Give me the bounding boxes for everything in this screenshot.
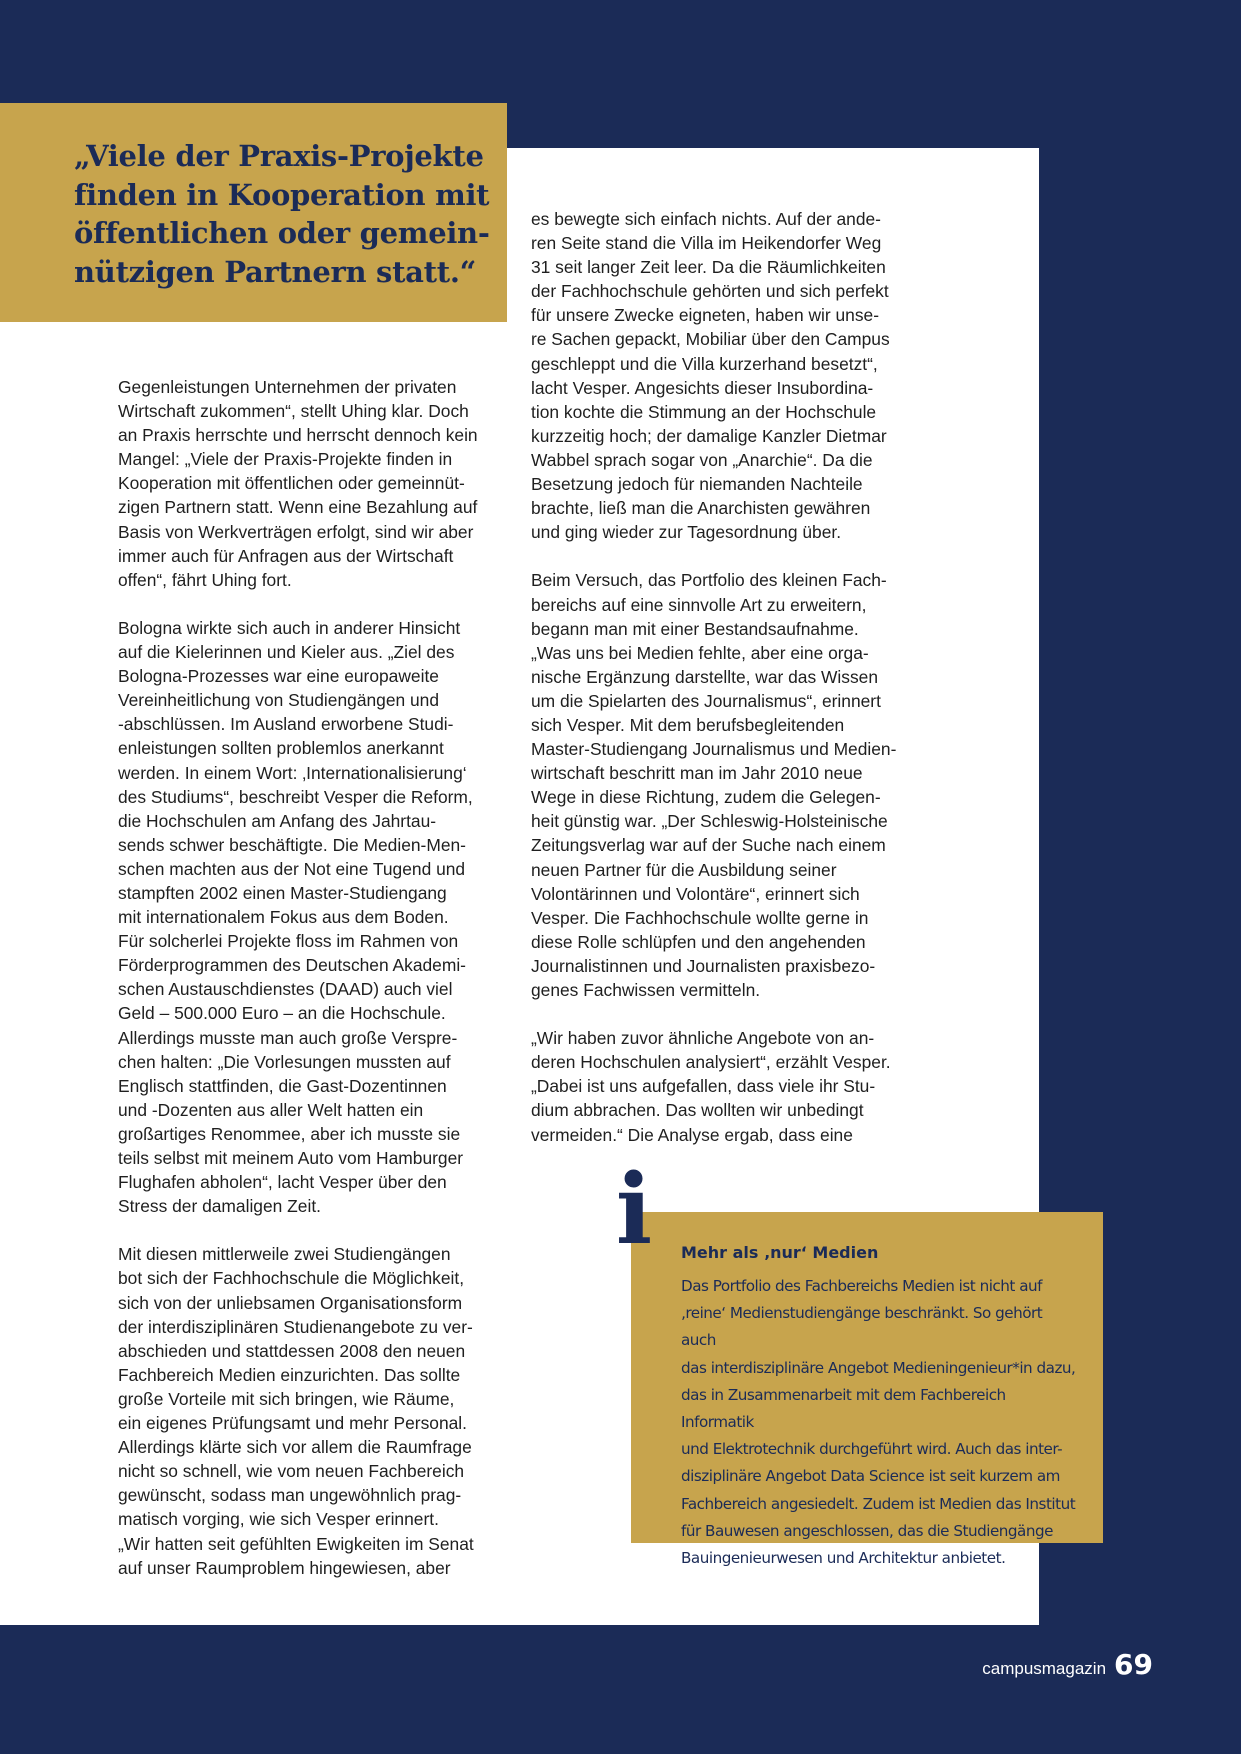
left-paragraph-2: Bologna wirkte sich auch in anderer Hinsicht auf die Kielerinnen und Kieler aus. „Ziel des Bologna-Prozesses war eine europaweite Vereinheitlichung von Studiengängen und -abschlüssen. Im Ausland erworbene Studi- enleistungen sollten problemlos anerkannt werden. In einem Wort: ‚Internationalisierung‘ des Studiums“, beschreibt Vesper die Reform, die Hochschulen am Anfang des Jahrtau- sends schwer beschäftigte. Die Medien-Men- schen machten aus der Not eine Tugend und stampften 2002 einen Master-Studiengang mit internationalem Fokus aus dem Boden. Für solcherlei Projekte floss im Rahmen von Förderprogrammen des Deutschen Akademi- schen Austauschdienstes (DAAD) auch viel Geld – 500.000 Euro – an die Hochschule. Allerdings musste man auch große Verspre- chen halten: „Die Vorlesungen mussten auf Englisch stattfinden, die Gast-Dozentinnen und -Dozenten aus aller Welt hatten ein großartiges Renommee, aber ich musste sie teils selbst mit meinem Auto vom Hamburger Flughafen abholen“, lacht Vesper über den Stress der damaligen Zeit.	[118, 617, 473, 1217]
info-box-title: Mehr als ‚nur‘ Medien	[681, 1243, 879, 1262]
page-footer	[982, 1648, 1153, 1681]
right-paragraph-3: „Wir haben zuvor ähnliche Angebote von an- deren Hochschulen analysiert“, erzählt Vesper. „Dabei ist uns aufgefallen, dass viele ihr Stu- dium abbrachen. Das wollten wir unbedingt vermeiden.“ Die Analyse ergab, dass eine	[531, 1028, 891, 1145]
magazine-name: campusmagazin	[982, 1659, 1107, 1678]
left-paragraph-3: Mit diesen mittlerweile zwei Studiengängen bot sich der Fachhochschule die Möglichkeit, sich von der unliebsamen Organisationsform der interdisziplinären Studienangebote zu ver- abschieden und stattdessen 2008 den neuen Fachbereich Medien einzurichten. Das sollte große Vorteile mit sich bringen, wie Räume, ein eigenes Prüfungsamt und mehr Personal. Allerdings klärte sich vor allem die Raumfrage nicht so schnell, wie vom neuen Fachbereich gewünscht, sodass man ungewöhnlich prag- matisch vorging, wie sich Vesper erinnert. „Wir hatten seit gefühlten Ewigkeiten im Senat auf unser Raumproblem hingewiesen, aber	[118, 1244, 474, 1578]
info-box-body: Das Portfolio des Fachbereichs Medien ist nicht auf ‚reine‘ Medienstudiengänge beschränkt. So gehört auch das interdisziplinäre Angebot Medieningenieur*in dazu, das in Zusammenarbeit mit dem Fachbereich Informatik und Elektrotechnik durchgeführt wird. Auch das inter- disziplinäre Angebot Data Science ist seit kurzem am Fachbereich angesiedelt. Zudem ist Medien das Institut für Bauwesen angeschlossen, das die Studiengänge Bauingenieurwesen und Architektur anbietet.	[681, 1277, 1076, 1568]
pull-quote: „Viele der Praxis-Projekte finden in Kooperation mit öffentlichen oder gemein- nützigen Partnern statt.“	[74, 139, 490, 289]
right-paragraph-2: Beim Versuch, das Portfolio des kleinen Fach- bereichs auf eine sinnvolle Art zu erweitern, begann man mit einer Bestandsaufnahme. „Was uns bei Medien fehlte, aber eine orga- nische Ergänzung darstellte, war das Wissen um die Spielarten des Journalismus“, erinnert sich Vesper. Mit dem berufsbegleitenden Master-Studiengang Journalismus und Medien- wirtschaft beschritt man im Jahr 2010 neue Wege in diese Richtung, zudem die Gelegen- heit günstig war. „Der Schleswig-Holsteinische Zeitungsverlag war auf der Suche nach einem neuen Partner für die Ausbildung seiner Volontärinnen und Volontäre“, erinnert sich Vesper. Die Fachhochschule wollte gerne in diese Rolle schlüpfen und den angehenden Journalistinnen und Journalisten praxisbezo- genes Fachwissen vermitteln.	[531, 570, 897, 1000]
info-icon: i	[615, 1153, 653, 1266]
left-column	[118, 375, 514, 1604]
right-paragraph-1: es bewegte sich einfach nichts. Auf der ande- ren Seite stand die Villa im Heikendorfer Weg 31 seit langer Zeit leer. Da die Räumlichkeiten der Fachhochschule gehörten und sich perfekt für unsere Zwecke eigneten, haben wir unse- re Sachen gepackt, Mobiliar über den Campus geschleppt und die Villa kurzerhand besetzt“, lacht Vesper. Angesichts dieser Insubordina- tion kochte die Stimmung an der Hochschule kurzzeitig hoch; der damalige Kanzler Dietmar Wabbel sprach sogar von „Anarchie“. Da die Besetzung jedoch für niemanden Nachteile brachte, ließ man die Anarchisten gewähren und ging wieder zur Tagesordnung über.	[531, 209, 890, 543]
right-column	[531, 207, 924, 1171]
page-number: 69	[1114, 1648, 1153, 1681]
header-band	[507, 100, 1039, 148]
left-paragraph-1: Gegenleistungen Unternehmen der privaten Wirtschaft zukommen“, stellt Uhing klar. Doch an Praxis herrschte und herrscht dennoch kein Mangel: „Viele der Praxis-Projekte finden in Kooperation mit öffentlichen oder gemeinnüt- zigen Partnern statt. Wenn eine Bezahlung auf Basis von Werkverträgen erfolgt, sind wir aber immer auch für Anfragen aus der Wirtschaft offen“, fährt Uhing fort.	[118, 377, 478, 590]
